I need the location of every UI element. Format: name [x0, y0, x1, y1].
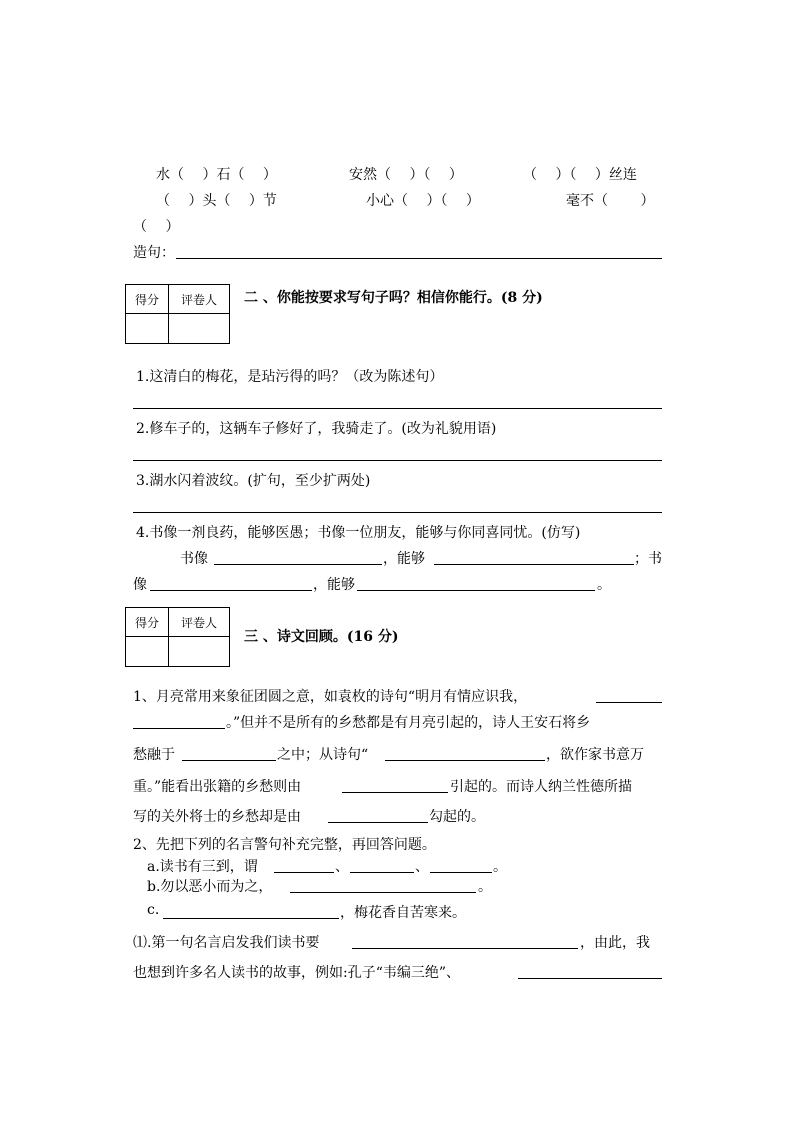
idiom-blank-1: 水（ ）石（ ）: [156, 167, 277, 183]
section-3-title: 三 、诗文回顾。(16 分): [244, 629, 399, 645]
score-box-2: [125, 284, 230, 344]
poem-blank-1b[interactable]: [133, 728, 225, 729]
answer-line-2-1[interactable]: [133, 408, 662, 409]
idiom-blank-4: （ ）头（ ）节: [156, 193, 277, 209]
quote-a-blank-1[interactable]: [274, 872, 334, 873]
reviewer-label: 评卷人: [169, 608, 230, 637]
poem-text: 。”但并不是所有的乡愁都是有月亮引起的，诗人王安石将乡: [226, 715, 591, 731]
quote-c-end: ，梅花香自苦寒来。: [340, 905, 466, 921]
idiom-blank-2: 安然（ ）（ ）: [349, 167, 463, 183]
quote-a-sep: 、: [415, 859, 429, 875]
idiom-blank-3: （ ）（ ）丝连: [523, 167, 637, 183]
quote-b: b.勿以恶小而为之，: [147, 879, 273, 895]
poem-blank-1[interactable]: [596, 702, 662, 703]
imitation-text: ，能够: [313, 577, 355, 593]
quote-a-end: 。: [493, 859, 507, 875]
poem-text: 1、月亮常用来象征团圆之意，如袁枚的诗句“明月有情应识我，: [133, 689, 528, 705]
poem-text: 之中；从诗句“: [277, 747, 369, 763]
imitation-text: 书像: [180, 551, 208, 567]
reviewer-cell[interactable]: [169, 314, 230, 344]
sentence-label: 造句：: [133, 245, 175, 261]
idiom-blank-5: 小心（ ）（ ）: [366, 193, 480, 209]
quote-a-sep: 、: [335, 859, 349, 875]
quote-a-blank-2[interactable]: [350, 872, 414, 873]
reviewer-label: 评卷人: [169, 285, 230, 314]
score-cell[interactable]: [126, 314, 169, 344]
quote-b-blank[interactable]: [290, 892, 476, 893]
imitation-blank-3[interactable]: [150, 590, 312, 591]
idiom-blank-6: 毫不（ ）: [566, 193, 655, 209]
poem-blank-2[interactable]: [182, 760, 276, 761]
score-box-3: [125, 607, 230, 667]
question-2-1: 1.这清白的梅花，是玷污得的吗？（改为陈述句）: [136, 369, 444, 385]
score-cell[interactable]: [126, 637, 169, 667]
imitation-text: 。: [597, 577, 611, 593]
poem-text: 重。”能看出张籍的乡愁则由: [133, 779, 302, 795]
poem-blank-3[interactable]: [385, 760, 545, 761]
quote-b-end: 。: [478, 879, 492, 895]
poem-blank-5[interactable]: [328, 822, 428, 823]
subquestion-1-line2: 也想到许多名人读书的故事，例如:孔子“韦编三绝”、: [133, 965, 461, 981]
idiom-blank-7: （ ）: [133, 219, 180, 235]
quote-a: a.读书有三到，谓: [147, 859, 258, 875]
subquestion-1-blank[interactable]: [352, 948, 578, 949]
score-label: 得分: [126, 285, 169, 314]
poem-text: 写的关外将士的乡愁却是由: [133, 809, 301, 825]
answer-line-2-3[interactable]: [133, 512, 662, 513]
poem-text: 愁融于: [133, 747, 175, 763]
quote-a-blank-3[interactable]: [430, 872, 492, 873]
imitation-blank-4[interactable]: [357, 590, 595, 591]
quote-c: c.: [147, 902, 160, 918]
poem-text: 引起的。而诗人纳兰性德所描: [450, 779, 632, 795]
imitation-blank-2[interactable]: [434, 564, 634, 565]
question-2-3: 3.湖水闪着波纹。(扩句，至少扩两处): [136, 473, 371, 489]
answer-line-2-2[interactable]: [133, 460, 662, 461]
imitation-text: 像: [133, 577, 147, 593]
quote-c-blank[interactable]: [163, 918, 339, 919]
imitation-text: ，能够: [383, 551, 425, 567]
poem-text: 勾起的。: [429, 809, 485, 825]
question-2-4: 4.书像一剂良药，能够医愚；书像一位朋友，能够与你同喜同忧。(仿写): [136, 525, 581, 541]
imitation-text: ；书: [634, 551, 662, 567]
imitation-blank-1[interactable]: [214, 564, 382, 565]
reviewer-cell[interactable]: [169, 637, 230, 667]
poem-blank-4[interactable]: [342, 792, 448, 793]
question-2-2: 2.修车子的，这辆车子修好了，我骑走了。(改为礼貌用语): [136, 421, 497, 437]
score-label: 得分: [126, 608, 169, 637]
poem-text: ，欲作家书意万: [546, 747, 644, 763]
sentence-line[interactable]: [176, 258, 662, 259]
subquestion-1-text: ，由此，我: [580, 935, 650, 951]
instruction-text: 2、先把下列的名言警句补充完整，再回答问题。: [133, 837, 436, 853]
subquestion-1: ⑴.第一句名言启发我们读书要: [133, 935, 320, 951]
subquestion-1-blank-2[interactable]: [518, 978, 662, 979]
section-2-title: 二 、你能按要求写句子吗？相信你能行。(8 分): [244, 290, 543, 306]
